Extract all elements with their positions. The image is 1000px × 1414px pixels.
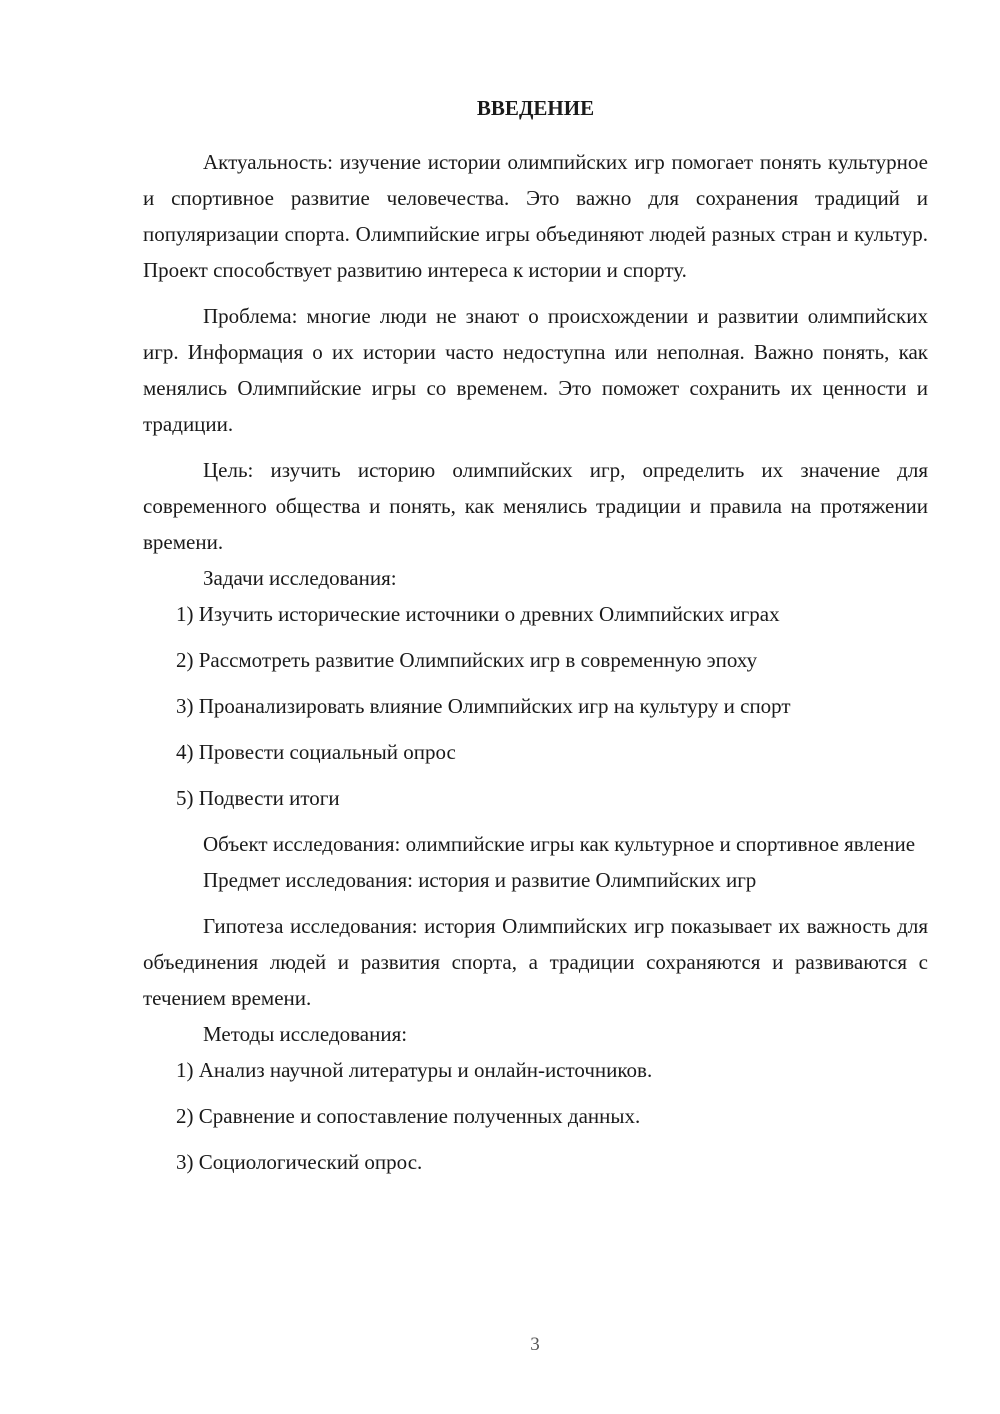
methods-list <box>143 1052 928 1180</box>
goal-paragraph: Цель: изучить историю олимпийских игр, определить их значение для современного общества и понять, как менялись традиции и правила на протяжении времени. <box>143 458 928 554</box>
list-item: 4) Провести социальный опрос <box>176 740 456 764</box>
tasks-heading: Задачи исследования: <box>203 566 397 590</box>
page-content <box>143 94 928 1190</box>
list-item: 2) Рассмотреть развитие Олимпийских игр в современную эпоху <box>176 648 758 672</box>
list-item: 2) Сравнение и сопоставление полученных данных. <box>176 1104 641 1128</box>
list-item: 3) Социологический опрос. <box>176 1150 423 1174</box>
list-item: 1) Изучить исторические источники о древних Олимпийских играх <box>176 602 780 626</box>
tasks-list <box>143 596 928 816</box>
list-item: 1) Анализ научной литературы и онлайн-источников. <box>176 1058 653 1082</box>
problem-paragraph: Проблема: многие люди не знают о происхождении и развитии олимпийских игр. Информация о их истории часто недоступна или неполная. Важно понять, как менялись Олимпийские игры со временем. Это поможет сохранить их ценности и традиции. <box>143 304 928 436</box>
subject-paragraph: Предмет исследования: история и развитие Олимпийских игр <box>203 868 757 892</box>
relevance-paragraph: Актуальность: изучение истории олимпийских игр помогает понять культурное и спортивное развитие человечества. Это важно для сохранения традиций и популяризации спорта. Олимпийские игры объединяют людей разных стран и культур. Проект способствует развитию интереса к истории и спорту. <box>143 150 928 282</box>
object-paragraph: Объект исследования: олимпийские игры как культурное и спортивное явление <box>203 832 916 856</box>
methods-heading: Методы исследования: <box>203 1022 408 1046</box>
list-item: 3) Проанализировать влияние Олимпийских игр на культуру и спорт <box>176 694 791 718</box>
page-title: ВВЕДЕНИЕ <box>476 96 595 120</box>
list-item: 5) Подвести итоги <box>176 786 340 810</box>
page-number: 3 <box>530 1334 540 1355</box>
hypothesis-paragraph: Гипотеза исследования: история Олимпийских игр показывает их важность для объединения людей и развития спорта, а традиции сохраняются и развиваются с течением времени. <box>143 914 928 1010</box>
